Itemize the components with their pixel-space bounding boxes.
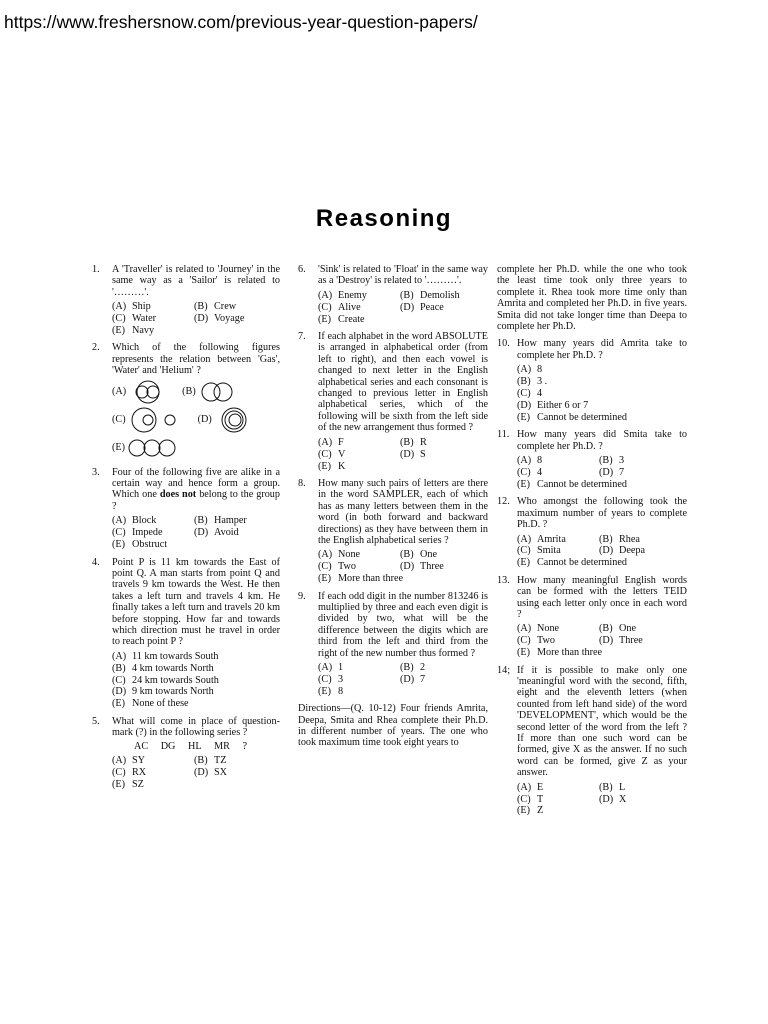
option-text: Demolish [420, 289, 460, 301]
option-letter: (A) [517, 623, 532, 635]
figure-option [198, 407, 250, 433]
question-text: If it is possible to make only one 'meaningful word with the second, fifth, eight and the eleventh letters (when counted from left hand side) of the word 'DEVELOPMENT', which would be the second letter of the word from the left ? If more than one such word can be formed, give X as the answer. If no such word can be formed, give Z as your answer. [517, 664, 687, 779]
question-text: How many such pairs of letters are there in the word SAMPLER, each of which has as many letters between them in the word (in both forward and backward directions) as they have between them in the English alphabetical series ? [318, 477, 488, 546]
figure-row [112, 407, 280, 433]
option-letter: (D) [194, 766, 209, 778]
answer-option [318, 437, 400, 448]
answer-option [318, 561, 400, 572]
answer-option [194, 527, 280, 538]
figure-row [112, 435, 280, 461]
question-number: 7. [298, 331, 306, 343]
question-text: Which of the following figures represents the relation between 'Gas', 'Water' and 'Helium' ? [112, 342, 280, 377]
option-letter: (E) [112, 698, 126, 710]
option-letter: (A) [517, 533, 532, 545]
question-number: 14; [497, 664, 511, 676]
answer-option [400, 290, 488, 301]
option-text: 4 [537, 388, 543, 400]
series-term: DG [160, 740, 176, 752]
option-letter: (D) [400, 561, 415, 573]
option-text: Ship [132, 301, 151, 313]
options [517, 364, 687, 423]
option-text: Either 6 or 7 [537, 399, 589, 411]
answer-option [517, 400, 687, 411]
question [298, 478, 488, 585]
answer-option [599, 467, 687, 478]
answer-option [194, 301, 280, 312]
option-text: Create [338, 313, 365, 325]
option-text: 1 [338, 662, 344, 673]
option-letter: (D) [400, 301, 415, 313]
option-letter: (B) [400, 289, 414, 301]
answer-option [517, 805, 599, 816]
question-text: How many years did Smita take to complete her Ph.D. ? [517, 429, 687, 452]
option-letter: (B) [400, 662, 414, 673]
question [298, 264, 488, 325]
venn-figure-e [127, 438, 179, 458]
options [112, 515, 280, 550]
page-title: Reasoning [315, 205, 453, 232]
question-number: 4. [92, 556, 100, 568]
question [497, 575, 687, 659]
option-text: 3 [619, 455, 625, 467]
option-text: 8 [537, 364, 543, 376]
option-letter: (A) [517, 781, 532, 793]
option-text: 4 [537, 467, 543, 478]
answer-option [517, 364, 687, 375]
option-text: RX [132, 766, 147, 778]
question-text: Who amongst the following took the maximum number of years to complete Ph.D. ? [517, 496, 687, 531]
option-letter: (A) [517, 364, 532, 376]
option-text: T [537, 793, 544, 805]
option-letter: (C) [517, 467, 531, 478]
option-letter: (D) [112, 686, 127, 698]
venn-figure-d [214, 407, 250, 433]
answer-option [400, 302, 488, 313]
answer-option [599, 545, 687, 556]
option-letter: (E) [318, 685, 332, 697]
option-letter: (D) [517, 399, 532, 411]
column-3 [497, 264, 687, 823]
option-text: V [338, 448, 346, 460]
venn-figure-a [128, 380, 168, 404]
option-text: SX [214, 766, 228, 778]
option-letter: (A) [318, 549, 333, 561]
option-text: Rhea [619, 533, 640, 545]
figure-option [182, 380, 238, 404]
column-1 [92, 264, 280, 796]
option-letter: (C) [517, 545, 531, 557]
options [517, 782, 687, 817]
option-letter: (C) [318, 673, 332, 685]
question-number: 2. [92, 342, 100, 354]
option-letter: (A) [112, 650, 127, 662]
answer-option [517, 782, 599, 793]
option-letter: (B) [517, 376, 531, 388]
answer-option [318, 573, 404, 585]
question-number: 6. [298, 264, 306, 275]
option-text: 7 [420, 673, 426, 685]
question-text: 'Sink' is related to 'Float' in the same way as a 'Destroy' is related to '………'. [318, 264, 488, 287]
option-letter: (E) [517, 647, 531, 659]
option-text: 4 km towards North [132, 662, 214, 674]
figure-label: (E) [112, 441, 126, 453]
option-text: Peace [420, 301, 444, 313]
option-text: Obstruct [132, 539, 168, 551]
answer-option [599, 635, 687, 646]
question [497, 429, 687, 490]
option-letter: (B) [599, 455, 613, 467]
option-letter: (D) [194, 527, 209, 539]
option-text: Cannot be determined [537, 411, 627, 423]
emphasis-text: does not [159, 489, 197, 501]
directions-text-continued: complete her Ph.D. while the one who took the least time took only three years to complete it. Rhea took more time only than Amrita and completed her Ph.D. in five years. Smita did not take longer time than Deepa to complete her Ph.D. [497, 264, 687, 333]
option-text: L [619, 781, 626, 793]
options [112, 651, 280, 710]
option-text: Crew [214, 301, 237, 313]
answer-option [517, 534, 599, 545]
option-text: 8 [338, 685, 344, 697]
options [112, 301, 280, 336]
option-letter: (B) [599, 781, 613, 793]
answer-option [400, 662, 488, 673]
figure-option [112, 438, 179, 458]
options [318, 662, 488, 697]
answer-option [400, 674, 488, 685]
answer-option [112, 779, 194, 790]
option-text: Two [537, 635, 555, 647]
answer-option [599, 782, 687, 793]
question [92, 716, 280, 790]
option-text: 3 [338, 673, 344, 685]
answer-option [599, 455, 687, 466]
option-letter: (C) [112, 674, 126, 686]
option-letter: (B) [194, 515, 208, 527]
option-text: Cannot be determined [537, 557, 627, 569]
venn-figure-b [198, 380, 238, 404]
question-text: A 'Traveller' is related to 'Journey' in the same way as a 'Sailor' is related to '………'. [112, 264, 280, 298]
figure-label: (D) [197, 413, 212, 425]
options [318, 549, 488, 584]
answer-option [112, 663, 280, 674]
options [517, 455, 687, 490]
option-letter: (E) [112, 539, 126, 551]
answer-option [400, 449, 488, 460]
answer-option [318, 449, 400, 460]
option-text: TZ [214, 755, 227, 766]
option-text: R [420, 436, 427, 448]
question-text-part: Four of the following five are alike in a certain way and hence form a group. Which one [112, 466, 280, 501]
question [92, 264, 280, 336]
answer-option [112, 675, 280, 686]
option-letter: (B) [400, 549, 414, 561]
letter-series [112, 741, 280, 752]
option-text: Cannot be determined [537, 478, 627, 490]
answer-option [400, 549, 488, 560]
question [497, 665, 687, 817]
option-text: Two [338, 561, 356, 573]
option-letter: (B) [194, 755, 208, 766]
question-number: 9. [298, 590, 306, 602]
option-letter: (A) [318, 289, 333, 301]
answer-option [318, 314, 400, 325]
option-text: 11 km towards South [132, 650, 219, 662]
option-text: One [420, 549, 437, 561]
source-url: https://www.freshersnow.com/previous-year-question-papers/ [4, 12, 478, 32]
option-letter: (C) [517, 635, 531, 647]
series-term: MR [214, 740, 230, 752]
question-number: 1. [92, 264, 100, 275]
option-letter: (B) [194, 301, 208, 313]
series-term: HL [187, 740, 202, 752]
answer-option [112, 698, 280, 709]
answer-option [194, 313, 280, 324]
question-number: 12. [497, 496, 510, 508]
option-letter: (E) [318, 573, 332, 585]
figure-row [112, 379, 280, 405]
answer-option [517, 647, 687, 658]
answer-option [318, 549, 400, 560]
answer-option [517, 623, 599, 634]
option-text: E [537, 781, 544, 793]
option-letter: (A) [112, 301, 127, 313]
option-text: Impede [132, 527, 163, 539]
answer-option [400, 437, 488, 448]
answer-option [194, 767, 280, 778]
figure-option [112, 407, 184, 433]
answer-option [318, 302, 400, 313]
question [92, 467, 280, 551]
answer-option [112, 527, 194, 538]
option-text: K [338, 460, 346, 472]
answer-option [400, 561, 488, 572]
option-letter: (A) [112, 755, 127, 766]
option-letter: (A) [318, 436, 333, 448]
options [517, 623, 687, 658]
answer-option [517, 412, 687, 423]
options [112, 755, 280, 790]
answer-option [194, 515, 280, 526]
column-2 [298, 264, 488, 755]
question-text [112, 467, 280, 513]
option-text: Block [132, 515, 157, 527]
option-letter: (B) [400, 436, 414, 448]
answer-option [112, 686, 280, 697]
answer-option [112, 651, 280, 662]
question-text: If each alphabet in the word ABSOLUTE is arranged in alphabetical order (from left to right), and then each vowel is changed to next letter in the English alphabetical series and each consonant is changed to previous letter in English alphabetical series, which of the following will be sixth from the left side of the new arrangement thus formed ? [318, 331, 488, 434]
option-text: Navy [132, 325, 155, 337]
figure-label: (C) [112, 413, 126, 425]
option-letter: (A) [517, 455, 532, 467]
option-text: Voyage [214, 313, 245, 325]
question [92, 342, 280, 460]
answer-option [517, 455, 599, 466]
option-text: Smita [537, 545, 561, 557]
option-letter: (E) [112, 325, 126, 337]
answer-option [517, 545, 599, 556]
option-letter: (E) [517, 805, 531, 817]
option-text: Alive [338, 301, 361, 313]
option-letter: (E) [517, 411, 531, 423]
answer-option [318, 674, 400, 685]
answer-option [599, 534, 687, 545]
answer-option [112, 755, 194, 766]
option-text: 3 . [537, 376, 548, 388]
answer-option [318, 290, 400, 301]
option-text: None [338, 549, 361, 561]
option-letter: (C) [318, 301, 332, 313]
figure-option [112, 380, 168, 404]
option-letter: (D) [400, 673, 415, 685]
answer-option [599, 623, 687, 634]
option-letter: (D) [599, 635, 614, 647]
answer-option [517, 467, 599, 478]
option-text: Deepa [619, 545, 646, 557]
question-text: How many meaningful English words can be formed with the letters TEID using each letter only once in each word ? [517, 574, 687, 620]
option-text: F [338, 436, 344, 448]
question-text: If each odd digit in the number 813246 is multiplied by three and each even digit is divided by two, what will be the difference between the digits which are third from the left and third from the right of the new number thus formed ? [318, 590, 488, 659]
option-text: More than three [537, 647, 603, 659]
option-text: Z [537, 805, 544, 817]
option-text: Three [619, 635, 643, 647]
series-term: AC [134, 740, 149, 752]
answer-option [194, 755, 280, 766]
answer-option [517, 388, 687, 399]
option-letter: (C) [112, 766, 126, 778]
option-text: None [537, 623, 560, 635]
option-text: 8 [537, 455, 543, 467]
option-text: Avoid [214, 527, 239, 539]
answer-option [112, 313, 194, 324]
option-text: 7 [619, 467, 625, 478]
option-text: More than three [338, 573, 404, 585]
option-letter: (C) [318, 561, 332, 573]
question [497, 338, 687, 423]
answer-option [517, 794, 599, 805]
option-letter: (D) [599, 467, 614, 478]
option-text: X [619, 793, 627, 805]
answer-option [599, 794, 687, 805]
question-text: What will come in place of question-mark (?) in the following series ? [112, 715, 280, 739]
answer-option [112, 767, 194, 778]
answer-option [318, 461, 400, 472]
question-text: Point P is 11 km towards the East of point Q. A man starts from point Q and travels 9 km towards the West. He then takes a left turn and travels 4 km. He finally takes a left turn and travels 20 km before stopping. How far and towards which direction must he travel in order to reach point P ? [112, 556, 280, 648]
option-letter: (E) [517, 478, 531, 490]
option-letter: (D) [599, 545, 614, 557]
answer-option [517, 557, 687, 568]
series-term: ? [242, 740, 248, 752]
question [298, 591, 488, 698]
venn-figure-c [128, 407, 184, 433]
option-letter: (C) [112, 527, 126, 539]
question [497, 496, 687, 568]
option-text: SZ [132, 778, 144, 790]
figure-label: (A) [112, 385, 127, 397]
question-text: How many years did Amrita take to complete her Ph.D. ? [517, 338, 687, 361]
question-number: 3. [92, 466, 100, 478]
question-text-part: belong to the group ? [112, 489, 280, 512]
option-letter: (C) [517, 793, 531, 805]
directions-text: Directions—(Q. 10-12) Four friends Amrita, Deepa, Smita and Rhea complete their Ph.D. in different number of years. The one who took maximum time took eight years to [298, 703, 488, 749]
answer-option [112, 539, 194, 550]
option-text: 24 km towards South [132, 674, 219, 686]
question [298, 331, 488, 472]
answer-option [318, 686, 400, 697]
answer-option [112, 301, 194, 312]
answer-option [517, 376, 687, 387]
option-letter: (D) [599, 793, 614, 805]
option-text: Amrita [537, 533, 566, 545]
option-text: SY [132, 755, 146, 766]
option-letter: (D) [194, 313, 209, 325]
option-letter: (E) [318, 313, 332, 325]
option-text: None of these [132, 698, 189, 710]
options [517, 534, 687, 569]
question-number: 5. [92, 715, 100, 727]
option-text: 9 km towards North [132, 686, 214, 698]
option-letter: (B) [599, 533, 613, 545]
question-number: 11. [497, 429, 510, 441]
option-letter: (E) [112, 778, 126, 790]
option-text: Three [420, 561, 444, 573]
option-letter: (D) [400, 448, 415, 460]
option-letter: (C) [517, 388, 531, 400]
option-text: S [420, 448, 426, 460]
option-text: 2 [420, 662, 426, 673]
question-number: 10. [497, 338, 510, 350]
option-text: Water [132, 313, 157, 325]
answer-option [112, 325, 194, 336]
option-letter: (C) [112, 313, 126, 325]
question-number: 13. [497, 574, 510, 586]
figure-label: (B) [182, 385, 196, 397]
question [92, 557, 280, 710]
answer-option [517, 635, 599, 646]
options [318, 437, 488, 472]
option-text: One [619, 623, 636, 635]
answer-option [112, 515, 194, 526]
option-letter: (C) [318, 448, 332, 460]
question-number: 8. [298, 477, 306, 489]
options [318, 290, 488, 325]
option-letter: (E) [318, 460, 332, 472]
option-text: Hamper [214, 515, 247, 527]
option-letter: (B) [112, 662, 126, 674]
option-letter: (A) [318, 662, 333, 673]
answer-option [318, 662, 400, 673]
answer-option [517, 479, 687, 490]
option-letter: (B) [599, 623, 613, 635]
option-text: Enemy [338, 289, 367, 301]
option-letter: (E) [517, 557, 531, 569]
option-letter: (A) [112, 515, 127, 527]
